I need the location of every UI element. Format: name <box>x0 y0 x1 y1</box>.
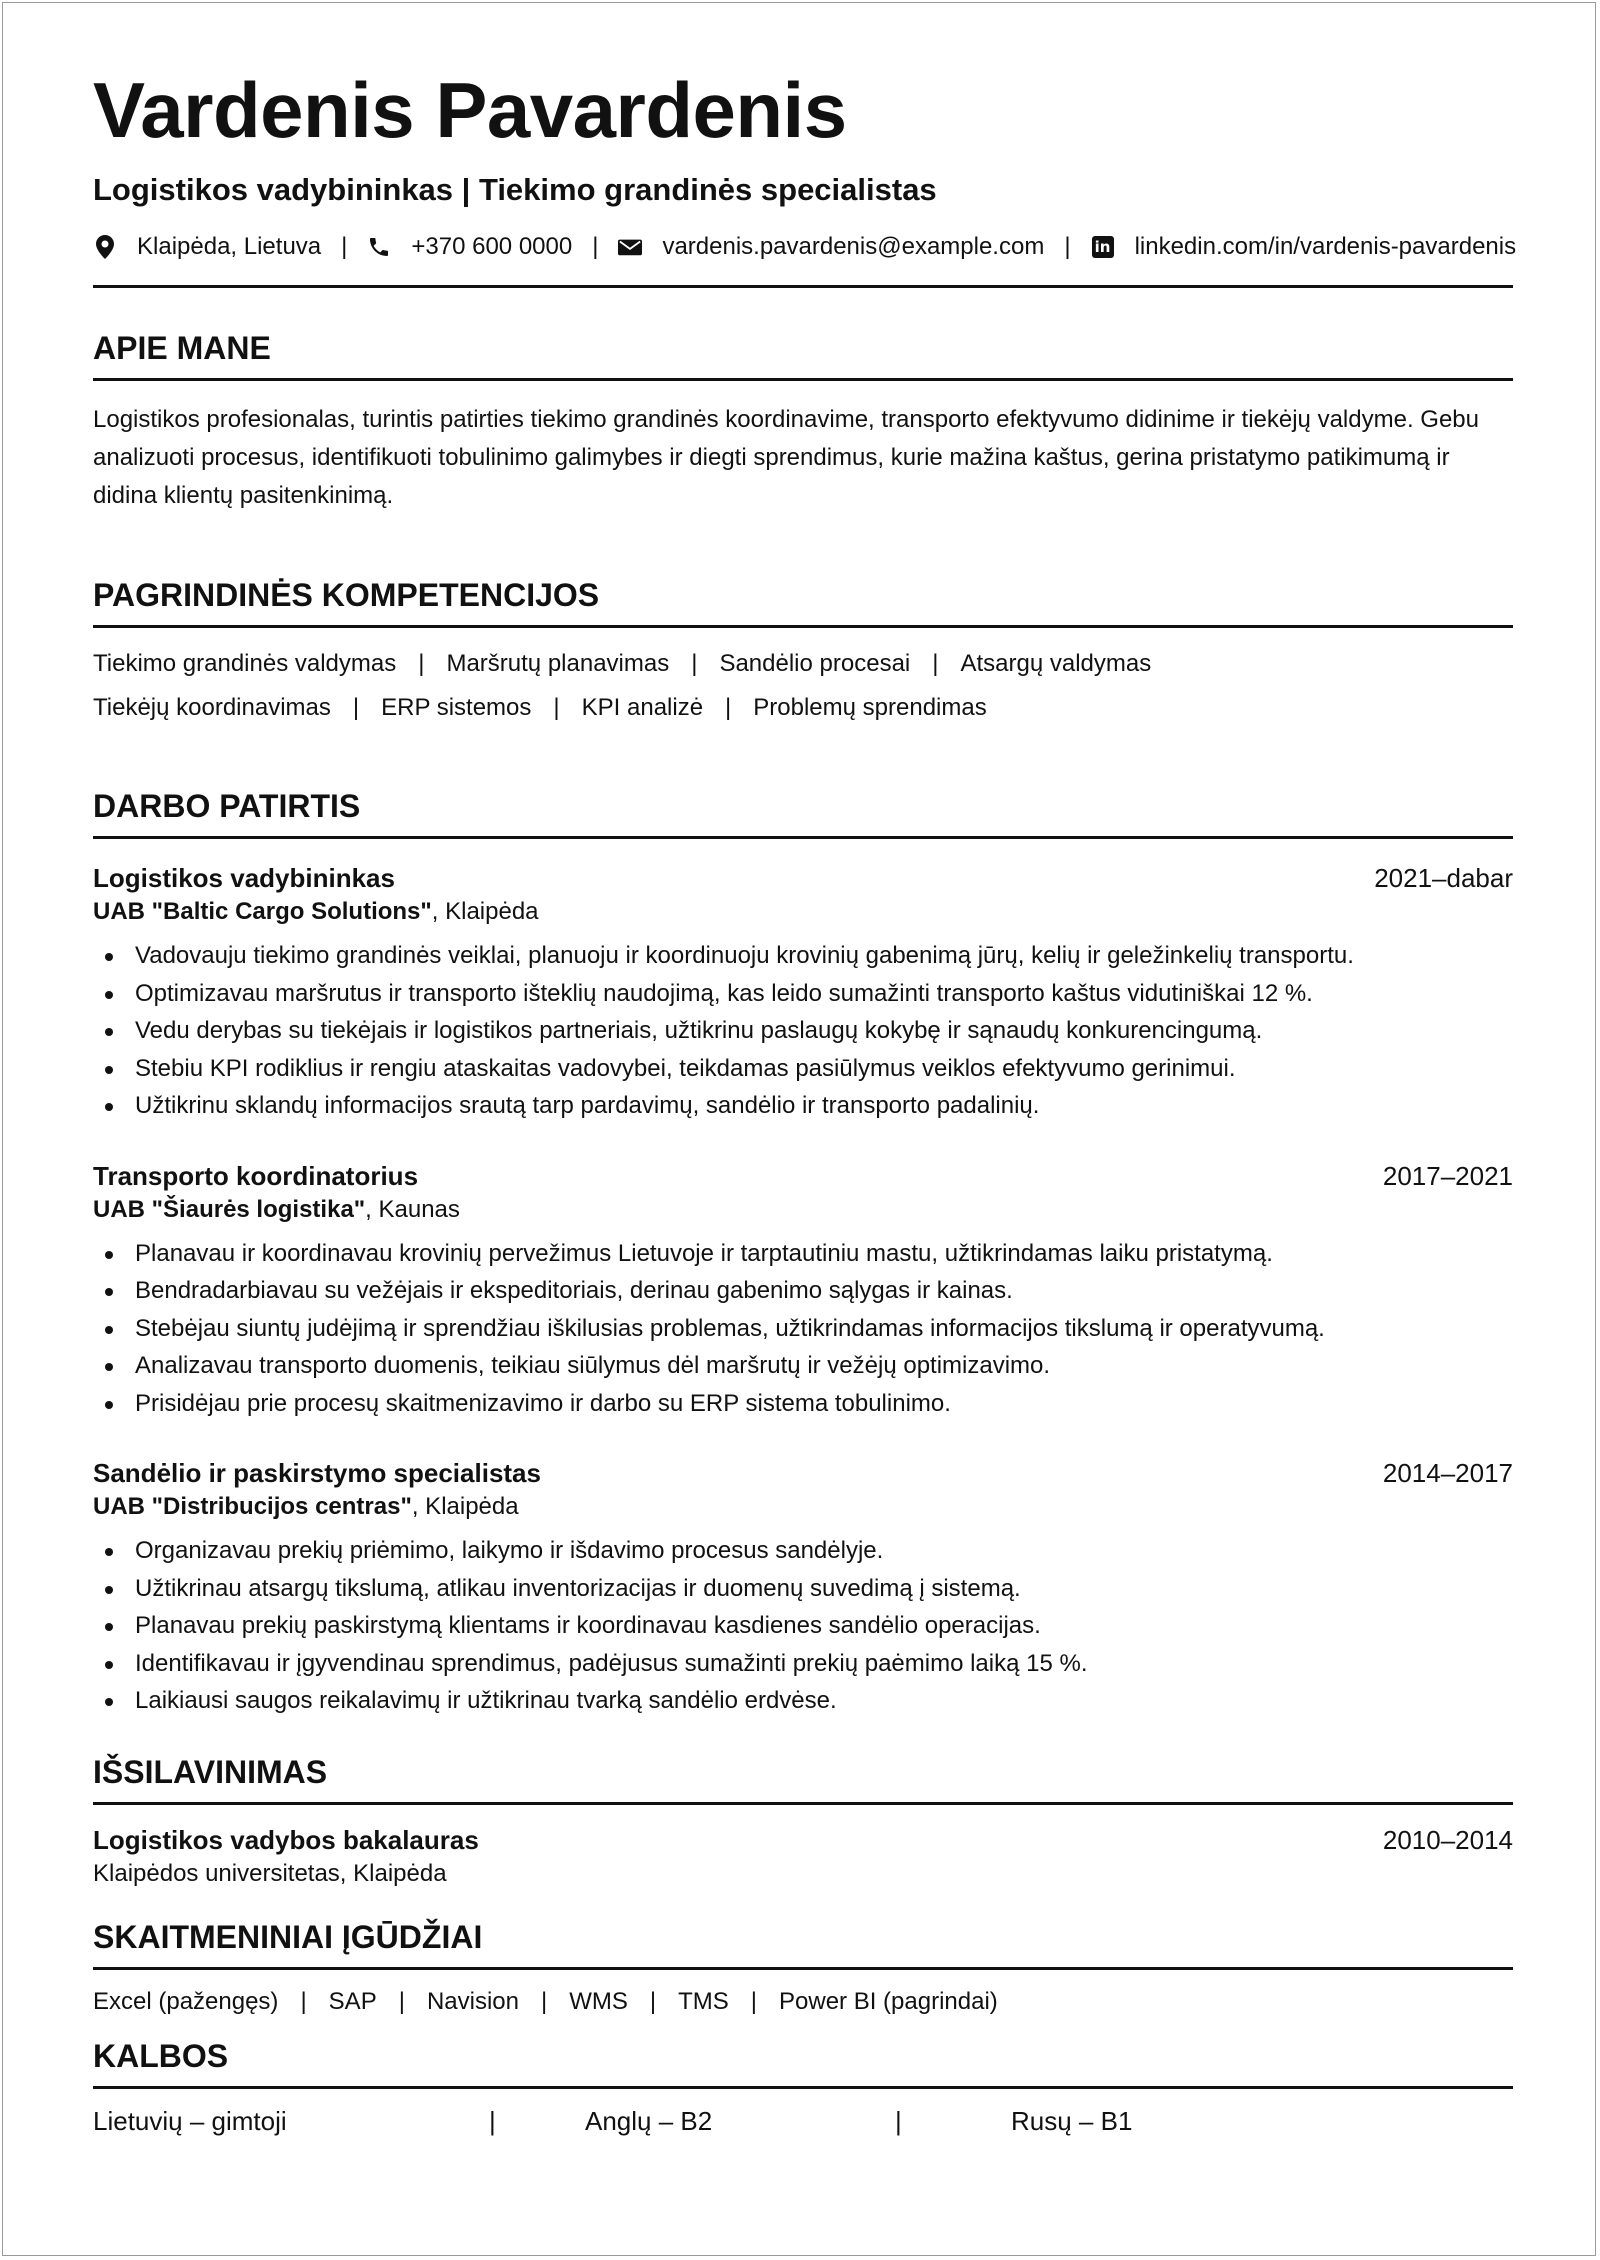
resume-content <box>93 65 1517 2143</box>
separator: | <box>649 1987 657 2015</box>
competencies-section <box>93 575 1513 724</box>
phone-icon <box>367 234 391 260</box>
job-years: 2014–2017 <box>1382 1458 1513 1488</box>
language-item: Lietuvių – gimtoji <box>93 2105 287 2136</box>
experience-section <box>93 786 1513 1720</box>
list-item: Vadovauju tiekimo grandinės veiklai, planuoju ir koordinuoju krovinių gabenimą jūrų, kelių ir geležinkelių transportu. <box>93 937 1513 975</box>
job-company <box>93 1490 1513 1524</box>
school-name: Klaipėdos universitetas, Klaipėda <box>93 1859 447 1887</box>
about-section <box>93 328 1513 515</box>
digital-skills-list <box>93 1986 1513 2018</box>
job-title: Transporto koordinatorius <box>93 1160 419 1191</box>
education-section <box>93 1752 1513 1891</box>
header-divider <box>93 285 1513 288</box>
section-divider <box>93 2086 1513 2089</box>
separator: | <box>895 2105 902 2136</box>
separator: | <box>352 694 360 721</box>
phone-text[interactable]: +370 600 0000 <box>411 233 573 260</box>
separator: | <box>300 1987 307 2015</box>
job-company <box>93 1193 1513 1227</box>
section-title-competencies: PAGRINDINĖS KOMPETENCIJOS <box>93 577 600 613</box>
contact-bar <box>93 231 1517 263</box>
tool-item: TMS <box>678 1987 729 2015</box>
list-item: Identifikavau ir įgyvendinau sprendimus, padėjusus sumažinti prekių paėmimo laiką 15 %. <box>93 1645 1513 1683</box>
separator: | <box>750 1987 758 2015</box>
resume-page <box>2 2 1596 2256</box>
list-item: Vedu derybas su tiekėjais ir logistikos partneriais, užtikrinu paslaugų kokybę ir sąnaudų konkurencingumą. <box>93 1012 1513 1050</box>
tool-item: Navision <box>426 1987 519 2015</box>
languages-list <box>93 2103 1513 2143</box>
competency-item: Maršrutų planavimas <box>446 650 670 677</box>
contact-linkedin <box>1091 231 1517 263</box>
section-title-languages: KALBOS <box>93 2037 229 2074</box>
competency-item: Problemų sprendimas <box>753 694 987 721</box>
company-city: , Klaipėda <box>431 898 539 925</box>
competency-item: ERP sistemos <box>381 694 532 721</box>
job-header <box>93 1159 1513 1193</box>
competency-list <box>93 648 1513 724</box>
list-item: Analizavau transporto duomenis, teikiau siūlymus dėl maršrutų ir vežėjų optimizavimo. <box>93 1347 1513 1385</box>
envelope-icon <box>618 234 642 260</box>
company-name: UAB "Distribucijos centras" <box>93 1493 412 1520</box>
separator: | <box>725 694 732 721</box>
separator: | <box>932 650 939 677</box>
company-name: UAB "Baltic Cargo Solutions" <box>93 898 432 925</box>
tool-item: WMS <box>569 1987 628 2015</box>
job-bullets <box>93 937 1513 1125</box>
contact-separator: | <box>592 233 599 260</box>
language-item: Rusų – B1 <box>1011 2105 1133 2136</box>
competency-row <box>93 648 1513 680</box>
job-title: Sandėlio ir paskirstymo specialistas <box>93 1458 541 1488</box>
full-name: Vardenis Pavardenis <box>93 66 847 154</box>
separator: | <box>540 1987 548 2015</box>
job-years: 2017–2021 <box>1382 1160 1513 1191</box>
competency-row <box>93 692 1513 724</box>
location-text: Klaipėda, Lietuva <box>137 233 322 260</box>
map-pin-icon <box>93 234 117 260</box>
tool-item: SAP <box>328 1987 377 2015</box>
contact-separator: | <box>1064 233 1071 260</box>
digital-skills-section <box>93 1917 1513 2018</box>
section-divider <box>93 1802 1513 1805</box>
separator: | <box>553 694 560 721</box>
separator: | <box>398 1987 405 2015</box>
languages-section <box>93 2036 1513 2143</box>
list-item: Planavau ir koordinavau krovinių pervežimus Lietuvoje ir tarptautiniu mastu, užtikrindamas laiku pristatymą. <box>93 1235 1513 1273</box>
section-divider <box>93 625 1513 628</box>
section-divider <box>93 836 1513 839</box>
company-name: UAB "Šiaurės logistika" <box>93 1195 366 1223</box>
competency-item: Tiekimo grandinės valdymas <box>93 650 397 677</box>
headline: Logistikos vadybininkas | Tiekimo grandinės specialistas <box>93 172 937 207</box>
list-item: Stebėjau siuntų judėjimą ir sprendžiau iškilusias problemas, užtikrindamas informacijos tikslumą ir operatyvumą. <box>93 1310 1513 1348</box>
job-entry <box>93 1159 1513 1423</box>
contact-separator: | <box>341 233 348 260</box>
email-text[interactable]: vardenis.pavardenis@example.com <box>662 233 1045 260</box>
job-bullets <box>93 1235 1513 1423</box>
section-title-about: APIE MANE <box>93 330 271 366</box>
section-divider <box>93 1967 1513 1970</box>
section-divider <box>93 378 1513 381</box>
list-item: Stebiu KPI rodiklius ir rengiu ataskaitas vadovybei, teikdamas pasiūlymus veiklos efektyvumo gerinimui. <box>93 1050 1513 1088</box>
tool-item: Power BI (pagrindai) <box>779 1987 998 2015</box>
job-company <box>93 895 1513 929</box>
linkedin-icon: in <box>1091 234 1115 260</box>
list-item: Organizavau prekių priėmimo, laikymo ir išdavimo procesus sandėlyje. <box>93 1532 1513 1570</box>
separator: | <box>691 650 698 677</box>
section-title-education: IŠSILAVINIMAS <box>93 1753 328 1790</box>
section-title-experience: DARBO PATIRTIS <box>93 788 361 824</box>
about-text: Logistikos profesionalas, turintis patirties tiekimo grandinės koordinavime, transporto efektyvumo didinime ir tiekėjų valdyme. Gebu analizuoti procesus, identifikuoti tobulinimo galimybes ir diegti sprendimus, kurie mažina kaštus, gerina pristatymo patikimumą ir didina klientų pasitenkinimą. <box>93 406 1479 509</box>
competency-item: Atsargų valdymas <box>960 650 1152 677</box>
list-item: Laikiausi saugos reikalavimų ir užtikrinau tvarką sandėlio erdvėse. <box>93 1682 1513 1720</box>
contact-location <box>93 231 321 263</box>
job-years: 2021–dabar <box>1374 863 1513 893</box>
job-entry <box>93 1456 1513 1720</box>
section-title-digital: SKAITMENINIAI ĮGŪDŽIAI <box>93 1918 483 1955</box>
list-item: Užtikrinau atsargų tikslumą, atlikau inventorizacijas ir duomenų suvedimą į sistemą. <box>93 1570 1513 1608</box>
job-bullets <box>93 1532 1513 1720</box>
education-years: 2010–2014 <box>1382 1824 1513 1855</box>
list-item: Bendradarbiavau su vežėjais ir ekspeditoriais, derinau gabenimo sąlygas ir kainas. <box>93 1272 1513 1310</box>
company-city: , Klaipėda <box>411 1493 519 1520</box>
company-city: , Kaunas <box>365 1195 460 1223</box>
list-item: Optimizavau maršrutus ir transporto išteklių naudojimą, kas leido sumažinti transporto kaštus vidutiniškai 12 %. <box>93 975 1513 1013</box>
education-header <box>93 1823 1513 1857</box>
competency-item: Tiekėjų koordinavimas <box>93 694 331 721</box>
list-item: Užtikrinu sklandų informacijos srautą tarp pardavimų, sandėlio ir transporto padalinių. <box>93 1087 1513 1125</box>
separator: | <box>489 2105 496 2136</box>
linkedin-text[interactable]: linkedin.com/in/vardenis-pavardenis <box>1134 233 1517 260</box>
list-item: Prisidėjau prie procesų skaitmenizavimo ir darbo su ERP sistema tobulinimo. <box>93 1385 1513 1423</box>
contact-phone <box>367 231 572 263</box>
job-title: Logistikos vadybininkas <box>93 863 395 893</box>
separator: | <box>418 650 425 677</box>
competency-item: Sandėlio procesai <box>719 650 911 677</box>
language-item: Anglų – B2 <box>585 2105 713 2136</box>
contact-email <box>618 231 1044 263</box>
job-header <box>93 861 1513 895</box>
job-entry <box>93 861 1513 1125</box>
list-item: Planavau prekių paskirstymą klientams ir koordinavau kasdienes sandėlio operacijas. <box>93 1607 1513 1645</box>
job-header <box>93 1456 1513 1490</box>
degree-title: Logistikos vadybos bakalauras <box>93 1824 479 1855</box>
tool-item: Excel (pažengęs) <box>93 1987 279 2015</box>
competency-item: KPI analizė <box>581 694 704 721</box>
